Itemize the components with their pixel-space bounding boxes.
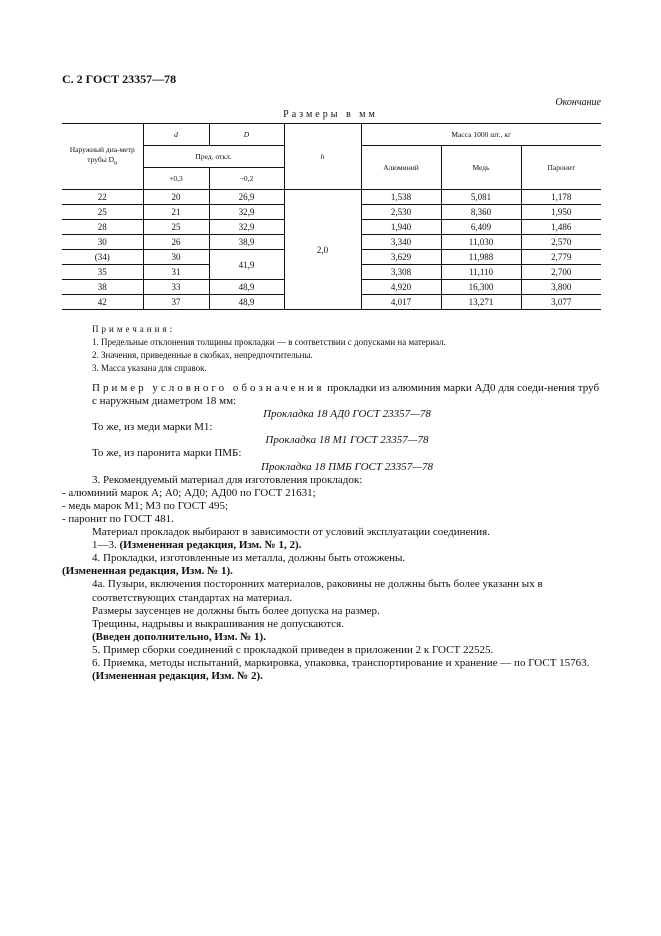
paragraph-4a: 4а. Пузыри, включения посторонних материалов, раковины не должны быть более указанн ых в соответствующих стандартах на материал.	[92, 578, 543, 604]
cell-copper: 13,271	[441, 295, 521, 310]
edit-note: (Измененная редакция, Изм. № 2).	[92, 670, 263, 683]
header-D: D	[209, 124, 284, 146]
cell-dn: 35	[62, 265, 143, 280]
designation-copper: Прокладка 18 М1 ГОСТ 23357—78	[265, 434, 429, 447]
cell-d: 20	[143, 190, 209, 205]
paragraph-3: 3. Рекомендуемый материал для изготовления прокладок:	[92, 473, 363, 486]
dimensions-table	[62, 123, 601, 310]
cell-dn: (34)	[62, 250, 143, 265]
tolerance-d: +0,3	[143, 168, 209, 190]
cell-paronite: 1,486	[521, 220, 601, 235]
cell-dn: 42	[62, 295, 143, 310]
cell-D: 38,9	[209, 235, 284, 250]
cell-aluminum: 4,017	[361, 295, 441, 310]
header-mass: Масса 1000 шт., кг	[361, 124, 601, 146]
designation-paronite: Прокладка 18 ПМБ ГОСТ 23357—78	[260, 460, 434, 473]
cell-copper: 11,988	[441, 250, 521, 265]
header-h: h	[284, 124, 361, 190]
table-continuation-label: Окончание	[555, 97, 601, 108]
cell-paronite: 1,178	[551, 192, 572, 202]
page-header: С. 2 ГОСТ 23357—78	[62, 72, 177, 86]
material-paronite: - паронит по ГОСТ 481.	[62, 512, 174, 525]
cell-dn: 38	[62, 280, 143, 295]
cell-d: 33	[143, 280, 209, 295]
paragraph-burrs: Размеры заусенцев не должны быть более допуска на размер.	[92, 604, 380, 617]
cell-dn: 28	[62, 220, 143, 235]
note-item: 1. Предельные отклонения толщины прокладки — в соответствии с допусками на материал.	[92, 337, 446, 347]
paragraph-1-3	[92, 539, 602, 552]
cell-aluminum: 1,538	[361, 190, 441, 205]
example-lead: Пример условного обозначения	[92, 382, 325, 394]
table-notes	[92, 323, 446, 375]
header-copper: Медь	[441, 146, 521, 190]
edit-note: (Введен дополнительно, Изм. № 1).	[92, 630, 266, 643]
header-aluminum: Алюминий	[361, 146, 441, 190]
note-item: 3. Масса указана для справок.	[92, 363, 207, 373]
cell-copper: 16,300	[441, 280, 521, 295]
note-item: 2. Значения, приведенные в скобках, непредпочтительны.	[92, 350, 313, 360]
cell-D: 48,9	[209, 295, 284, 310]
cell-d: 25	[143, 220, 209, 235]
paragraph-1-3-number: 1—3.	[92, 539, 120, 552]
copper-line: То же, из меди марки М1:	[92, 421, 213, 434]
edit-note: (Измененная редакция, Изм. № 1, 2).	[119, 539, 302, 552]
cell-D: 32,9	[209, 220, 284, 235]
cell-aluminum: 4,920	[361, 280, 441, 295]
cell-D: 41,9	[209, 250, 284, 280]
cell-aluminum: 3,308	[361, 265, 441, 280]
cell-copper: 11,110	[441, 265, 521, 280]
dimensions-caption: Размеры в мм	[283, 109, 378, 120]
material-choice: Материал прокладок выбирают в зависимости от условий эксплуатации соединения.	[92, 526, 490, 539]
tolerance-D: −0,2	[209, 168, 284, 190]
example-paragraph	[92, 382, 602, 408]
header-tolerance: Пред. откл.	[143, 146, 284, 168]
paragraph-4: 4. Прокладки, изготовленные из металла, должны быть отожжены.	[92, 552, 406, 565]
cell-copper: 11,030	[441, 235, 521, 250]
cell-d: 37	[143, 295, 209, 310]
cell-aluminum: 3,629	[361, 250, 441, 265]
cell-paronite: 2,570	[521, 235, 601, 250]
cell-paronite: 2,700	[521, 265, 601, 280]
header-outer-diameter: Наружный диа-метр трубы $D_н$	[62, 124, 143, 190]
cell-dn: 25	[62, 205, 143, 220]
cell-paronite: 2,779	[521, 250, 601, 265]
notes-caption: Примечания:	[92, 324, 176, 334]
paragraph-5: 5. Пример сборки соединений с прокладкой приведен в приложении 2 к ГОСТ 22525.	[92, 643, 494, 656]
designation-aluminum: Прокладка 18 АД0 ГОСТ 23357—78	[263, 408, 431, 421]
cell-d: 30	[143, 250, 209, 265]
cell-dn: 30	[62, 235, 143, 250]
table-row	[62, 190, 601, 205]
material-copper: - медь марок М1; М3 по ГОСТ 495;	[62, 499, 229, 512]
header-paronite: Паронит	[521, 146, 601, 190]
document-body	[62, 382, 602, 683]
paragraph-cracks: Трещины, надрывы и выкрашивания не допускаются.	[92, 617, 344, 630]
cell-D: 26,9	[209, 190, 284, 205]
cell-aluminum: 1,940	[361, 220, 441, 235]
cell-h: 2,0	[284, 190, 361, 310]
cell-aluminum: 2,530	[361, 205, 441, 220]
cell-D: 48,9	[209, 280, 284, 295]
cell-dn: 22	[62, 190, 143, 205]
cell-d: 26	[143, 235, 209, 250]
cell-copper: 8,360	[441, 205, 521, 220]
cell-paronite: 3,077	[521, 295, 601, 310]
material-aluminum: - алюминий марок А; А0; АД0; АД00 по ГОСТ 21631;	[62, 486, 316, 499]
cell-copper: 5,081	[441, 190, 521, 205]
cell-copper: 6,409	[441, 220, 521, 235]
cell-aluminum: 3,340	[361, 235, 441, 250]
example-text: прокладки из алюминия марки АД0 для соеди-нения труб с наружным диаметром 18 мм:	[92, 382, 600, 408]
cell-D: 32,9	[209, 205, 284, 220]
header-d: d	[143, 124, 209, 146]
cell-d: 31	[143, 265, 209, 280]
edit-note: (Измененная редакция, Изм. № 1).	[62, 565, 233, 578]
cell-paronite: 3,800	[521, 280, 601, 295]
paragraph-6: 6. Приемка, методы испытаний, маркировка, упаковка, транспортирование и хранение — по ГОСТ 15763.	[92, 656, 590, 669]
cell-d: 21	[143, 205, 209, 220]
paronite-line: То же, из паронита марки ПМБ:	[92, 447, 242, 460]
cell-paronite: 1,950	[521, 205, 601, 220]
